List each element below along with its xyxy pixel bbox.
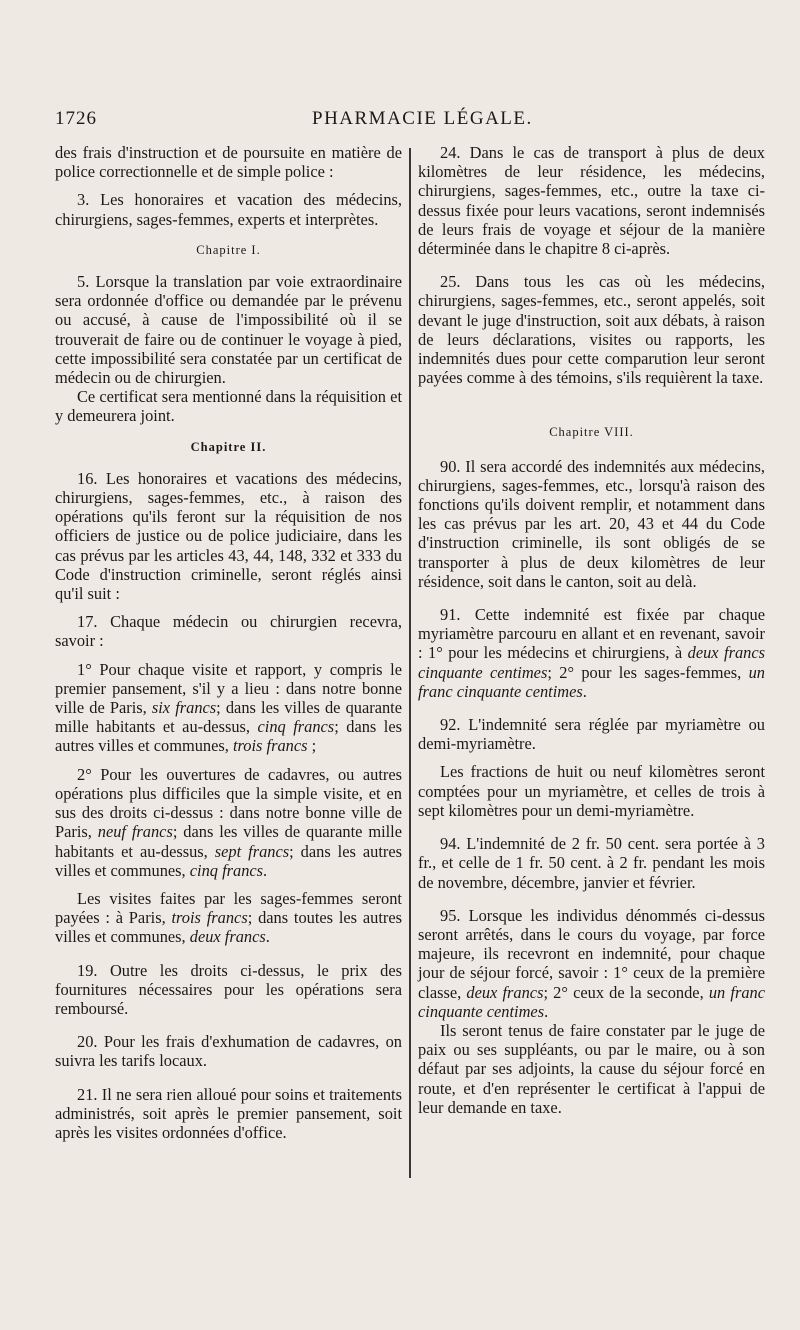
paragraph-94: 94. L'indemnité de 2 fr. 50 cent. sera portée à 3 fr., et celle de 1 fr. 50 cent. à 2 fr. pendant les mois de novembre, décembre, janvier et février.: [418, 834, 765, 892]
paragraph-24: 24. Dans le cas de transport à plus de deux kilomètres de leur résidence, les médecins, chirurgiens, sages-femmes, etc., outre la taxe ci-dessus fixée pour leurs vacations, seront indemnisés de leurs frais de voyage et séjour de la manière déterminée dans le chapitre 8 ci-après.: [418, 143, 765, 259]
paragraph-92: 92. L'indemnité sera réglée par myriamètre ou demi-myriamètre.: [418, 715, 765, 754]
paragraph-5-cont: Ce certificat sera mentionné dans la réquisition et y demeurera joint.: [55, 387, 402, 426]
paragraph-16: 16. Les honoraires et vacations des médecins, chirurgiens, sages-femmes, etc., à raison des opérations qu'ils feront sur la réquisition de nos officiers de justice ou de police judiciaire, dans les cas prévus par les articles 43, 44, 148, 332 et 333 du Code d'instruction criminelle, seront réglés ainsi qu'il suit :: [55, 468, 402, 604]
paragraph-17-item-1: 1° Pour chaque visite et rapport, y compris le premier pansement, s'il y a lieu : dans notre bonne ville de Paris, six francs; dans les villes de quarante mille habitants et au-dessus, cinq francs; dans les autres villes et communes, trois francs ;: [55, 659, 402, 756]
paragraph-92-cont: Les fractions de huit ou neuf kilomètres seront comptées pour un myriamètre, et celles de trois à sept kilomètres pour un demi-myriamètre.: [418, 762, 765, 820]
paragraph-5: 5. Lorsque la translation par voie extraordinaire sera ordonnée d'office ou demandée par le prévenu ou accusé, à cause de l'impossibilité où il se trouverait de faire ou de continuer le voyage à pied, cette impossibilité sera constatée par un certificat de médecin ou de chirurgien.: [55, 272, 402, 388]
paragraph-19: 19. Outre les droits ci-dessus, le prix des fournitures nécessaires pour les opérations sera remboursé.: [55, 960, 402, 1018]
paragraph-25: 25. Dans tous les cas où les médecins, chirurgiens, sages-femmes, etc., seront appelés, soit devant le juge d'instruction, soit aux débats, à raison de leurs déclarations, visites ou rapports, les indemnités dues pour cette comparution leur seront payées comme à des témoins, s'ils requièrent la taxe.: [418, 272, 765, 388]
chapter-heading-8: Chapitre VIII.: [549, 425, 634, 440]
paragraph-91: 91. Cette indemnité est fixée par chaque myriamètre parcouru en allant et en revenant, savoir : 1° pour les médecins et chirurgiens, à deux francs cinquante centimes; 2° pour les sages-femmes, un franc cinquante centimes.: [418, 605, 766, 701]
paragraph-95-cont: Ils seront tenus de faire constater par le juge de paix ou ses suppléants, ou par le maire, ou à son défaut par ses adjoints, la cause du séjour forcé en route, et d'en représenter le certificat à l'appui de leur demande en taxe.: [418, 1020, 765, 1117]
paragraph-17: 17. Chaque médecin ou chirurgien recevra, savoir :: [55, 612, 402, 651]
running-title: PHARMACIE LÉGALE.: [312, 108, 533, 129]
page-number: 1726: [55, 108, 97, 129]
running-header: [55, 108, 755, 134]
right-column: [418, 143, 765, 1117]
paragraph-95: 95. Lorsque les individus dénommés ci-dessus seront arrêtés, dans le cours du voyage, par force majeure, ils recevront en indemnité, pour chaque jour de séjour forcé, savoir : 1° ceux de la première classe, deux francs; 2° ceux de la seconde, un franc cinquante centimes.: [418, 905, 765, 1021]
left-column: [55, 143, 402, 1142]
paragraph-90: 90. Il sera accordé des indemnités aux médecins, chirurgiens, sages-femmes, etc., lorsqu'à raison des fonctions qu'ils doivent remplir, et notamment dans les cas prévus par les art. 20, 43 et 44 du Code d'instruction criminelle, ils sont obligés de se transporter à plus de deux kilomètres de leur résidence, soit dans le canton, soit au delà.: [418, 456, 765, 591]
column-divider: [409, 148, 411, 1178]
paragraph-intro: des frais d'instruction et de poursuite en matière de police correctionnelle et de simple police :: [55, 143, 402, 182]
paragraph-17-item-2: 2° Pour les ouvertures de cadavres, ou autres opérations plus difficiles que la simple visite, et en sus des droits ci-dessus : dans notre bonne ville de Paris, neuf francs; dans les villes de quarante mille habitants et au-dessus, sept francs; dans les autres villes et communes, cinq francs.: [55, 764, 402, 880]
paragraph-20: 20. Pour les frais d'exhumation de cadavres, on suivra les tarifs locaux.: [55, 1032, 402, 1071]
chapter-heading-2: Chapitre II.: [190, 439, 267, 454]
paragraph-3: 3. Les honoraires et vacation des médecins, chirurgiens, sages-femmes, experts et interprètes.: [55, 190, 402, 229]
paragraph-17-item-3: Les visites faites par les sages-femmes seront payées : à Paris, trois francs; dans toutes les autres villes et communes, deux francs.: [55, 888, 402, 947]
paragraph-21: 21. Il ne sera rien alloué pour soins et traitements administrés, soit après le premier pansement, soit après les visites ordonnées d'office.: [55, 1084, 402, 1142]
chapter-heading-1: Chapitre I.: [196, 242, 261, 257]
